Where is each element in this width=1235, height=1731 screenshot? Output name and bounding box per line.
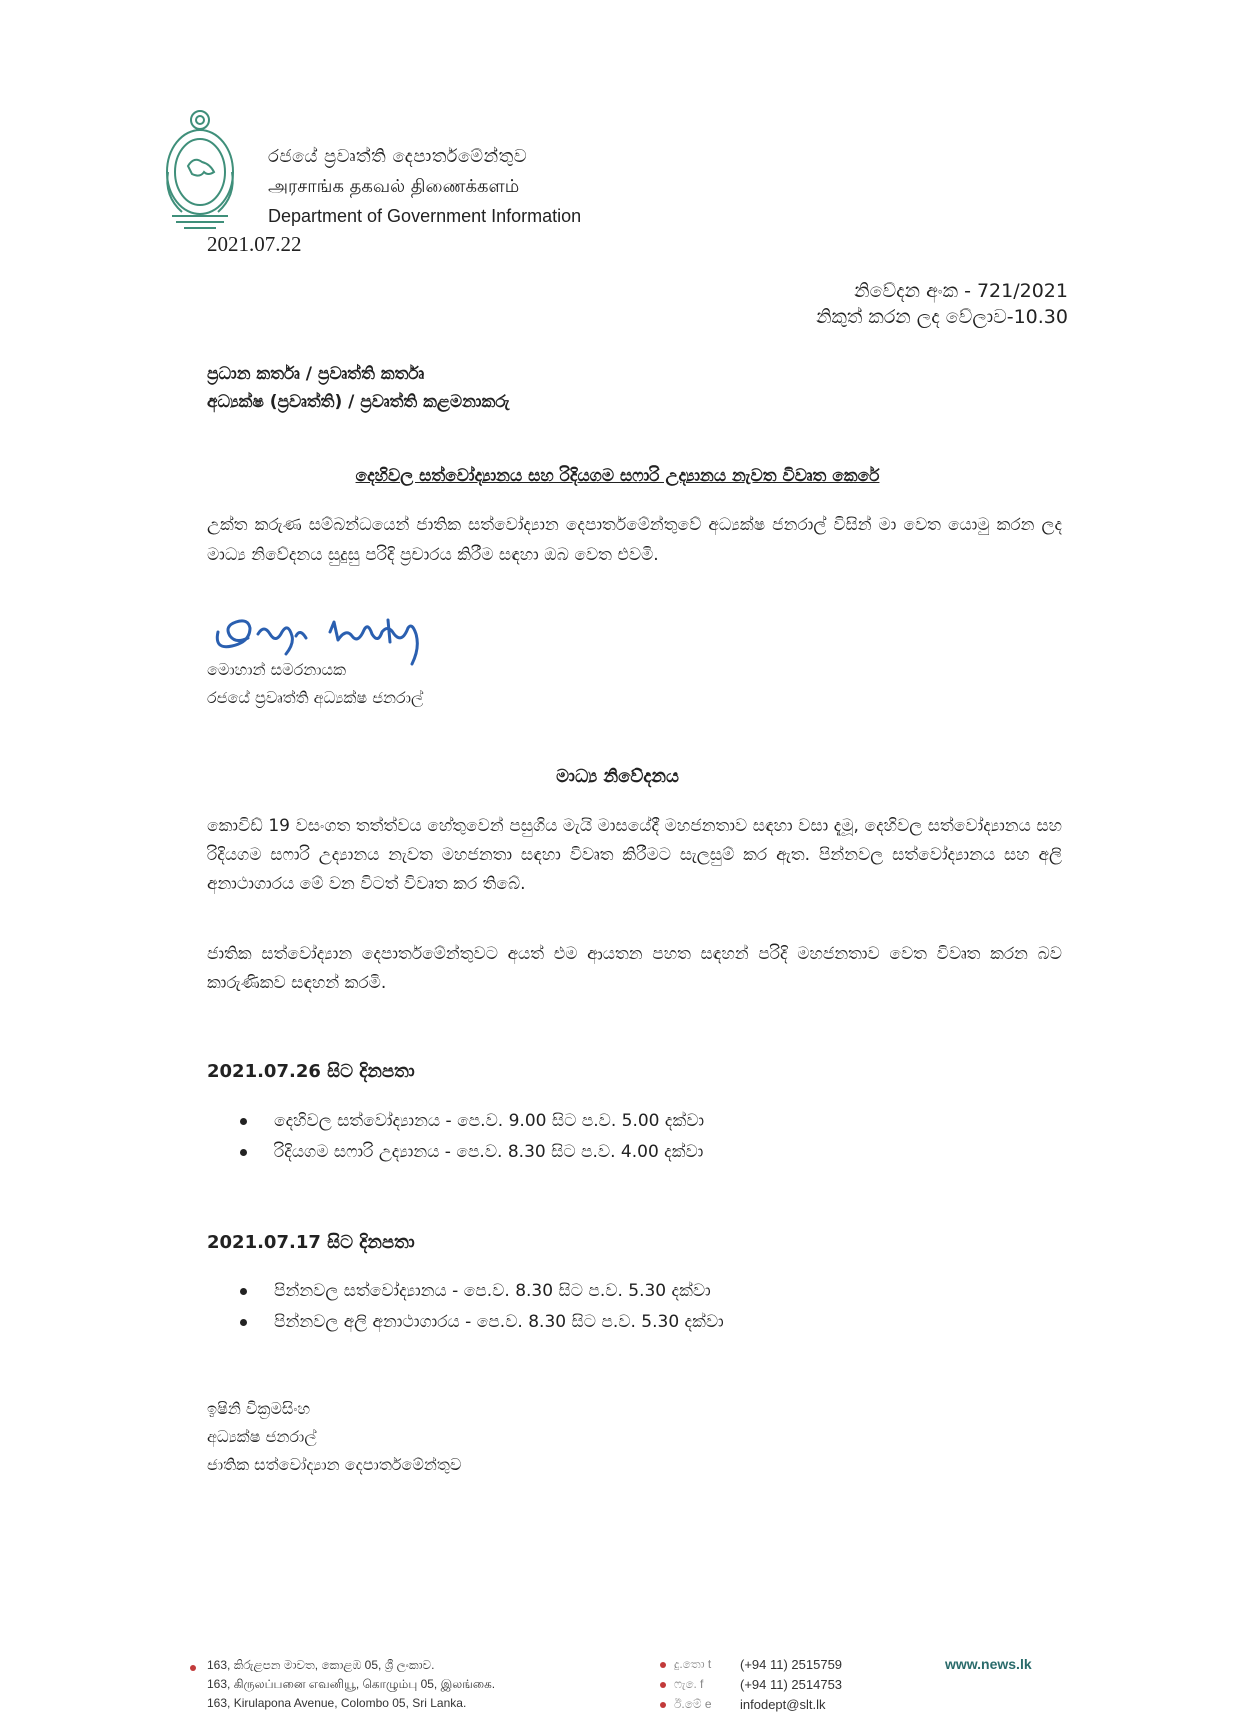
schedule-item-text: පින්නවල අලි අනාථාගාරය - පෙ.ව. 8.30 සිට ප.ව. 5.30 දක්වා bbox=[274, 1312, 724, 1332]
phone-marker-icon bbox=[660, 1662, 666, 1668]
email-marker-icon bbox=[660, 1702, 666, 1708]
department-name-sinhala: රජයේ ප්‍රවෘත්ති දෙපාර්තමේන්තුව bbox=[268, 146, 528, 167]
list-item bbox=[240, 1106, 704, 1137]
list-item bbox=[240, 1307, 724, 1338]
email-label: ඊ.මේ e bbox=[674, 1697, 712, 1711]
sri-lanka-emblem-icon bbox=[160, 108, 240, 234]
media-release-paragraph-2: ජාතික සත්වෝද්‍යාන දෙපාර්තමේන්තුවට අයත් එම ආයතන පහත සඳහන් පරිදි මහජනතාව වෙත විවෘත කරන බව කාරුණිකව සඳහන් කරමි. bbox=[207, 944, 1062, 993]
website-link[interactable]: www.news.lk bbox=[945, 1656, 1032, 1672]
list-item bbox=[240, 1137, 704, 1168]
schedule-item-text: පින්නවල සත්වෝද්‍යානය - පෙ.ව. 8.30 සිට ප.ව. 5.30 දක්වා bbox=[274, 1281, 711, 1301]
address-marker-icon bbox=[190, 1665, 196, 1671]
bullet-icon bbox=[240, 1319, 247, 1326]
schedule-item-text: රිදියගම සෆාරි උද්‍යානය - පෙ.ව. 8.30 සිට ප.ව. 4.00 දක්වා bbox=[274, 1142, 704, 1162]
release-time: නිකුත් කරන ලද වේලාව-10.30 bbox=[816, 306, 1068, 328]
department-name-tamil: அரசாங்க தகவல் திணைக்களம் bbox=[268, 176, 520, 197]
phone-number: (+94 11) 2515759 bbox=[740, 1657, 843, 1672]
closing-title: අධ්‍යක්ෂ ජනරාල් bbox=[207, 1427, 317, 1446]
schedule-item-text: දෙහිවල සත්වෝද්‍යානය - පෙ.ව. 9.00 සිට ප.ව. 5.00 දක්වා bbox=[274, 1111, 705, 1131]
addressee-line-2: අධ්‍යක්ෂ (ප්‍රවෘත්ති) / ප්‍රවෘත්ති කළමනාකරු bbox=[207, 392, 510, 412]
department-name-english: Department of Government Information bbox=[268, 206, 582, 226]
signer-name: මොහාන් සමරනායක bbox=[207, 660, 347, 679]
media-release-title: මාධ්‍ය නිවේදනය bbox=[556, 766, 679, 787]
fax-label: ෆැ.ෙ f bbox=[674, 1677, 704, 1691]
fax-marker-icon bbox=[660, 1682, 666, 1688]
list-item bbox=[240, 1276, 724, 1307]
signer-title: රජයේ ප්‍රවෘත්ති අධ්‍යක්ෂ ජනරාල් bbox=[207, 688, 424, 707]
bullet-icon bbox=[240, 1288, 247, 1295]
addressee-line-1: ප්‍රධාන කර්තෘ / ප්‍රවෘත්ති කර්තෘ bbox=[207, 364, 425, 384]
closing-name: ඉෂිනි වික්‍රමසිංහ bbox=[207, 1399, 311, 1418]
schedule-list-2 bbox=[240, 1276, 724, 1338]
footer-address-sinhala: 163, කිරුළපන මාවත, කොළඹ 05, ශ්‍රී ලංකාව. bbox=[207, 1658, 435, 1672]
schedule-heading-2: 2021.07.17 සිට දිනපතා bbox=[207, 1232, 415, 1253]
closing-organization: ජාතික සත්වෝද්‍යාන දෙපාර්තමේන්තුව bbox=[207, 1455, 462, 1474]
reference-number: නිවේදන අංක - 721/2021 bbox=[854, 280, 1068, 302]
fax-number: (+94 11) 2514753 bbox=[740, 1677, 843, 1692]
subject-heading: දෙහිවල සත්වෝද්‍යානය සහ රිදියගම සෆාරි උද්‍යානය නැවත විවෘත කෙරේ bbox=[355, 466, 880, 486]
schedule-list-1 bbox=[240, 1106, 704, 1168]
footer-email bbox=[660, 1697, 825, 1712]
footer-fax bbox=[660, 1677, 842, 1692]
bullet-icon bbox=[240, 1118, 247, 1125]
schedule-heading-1: 2021.07.26 සිට දිනපතා bbox=[207, 1061, 415, 1082]
footer-address-tamil: 163, கிருலப்பனை எவனியூ, கொழும்பு 05, இலங்கை. bbox=[207, 1677, 496, 1691]
email-address[interactable]: infodept@slt.lk bbox=[740, 1697, 826, 1712]
release-date: 2021.07.22 bbox=[207, 232, 302, 256]
footer-phone bbox=[660, 1657, 842, 1672]
bullet-icon bbox=[240, 1149, 247, 1156]
footer-address-english: 163, Kirulapona Avenue, Colombo 05, Sri Lanka. bbox=[207, 1696, 467, 1710]
phone-label: දු.තො t bbox=[674, 1657, 712, 1671]
media-release-paragraph-1: කොවිඩ් 19 වසංගත තත්ත්වය හේතුවෙන් පසුගිය මැයි මාසයේදී මහජනතාව සඳහා වසා දැමූ, දෙහිවල සත්වෝද්‍යානය සහ රිදියගම සෆාරි උද්‍යානය නැවත මහජනතා සඳහා විවෘත කිරීමට සැලසුම් කර ඇත. පින්නවල සත්වෝද්‍යානය සහ අලි අනාථාගාරය මේ වන විටත් විවෘත කර තිබේ. bbox=[207, 816, 1062, 894]
intro-paragraph: උක්ත කරුණ සම්බන්ධයෙන් ජාතික සත්වෝද්‍යාන දෙපාර්තමේන්තුවේ අධ්‍යක්ෂ ජනරාල් විසින් මා වෙත යොමු කරන ලද මාධ්‍ය නිවේදනය සුදුසු පරිදි ප්‍රචාරය කිරීම සඳහා ඔබ වෙත එවමි. bbox=[207, 515, 1062, 565]
